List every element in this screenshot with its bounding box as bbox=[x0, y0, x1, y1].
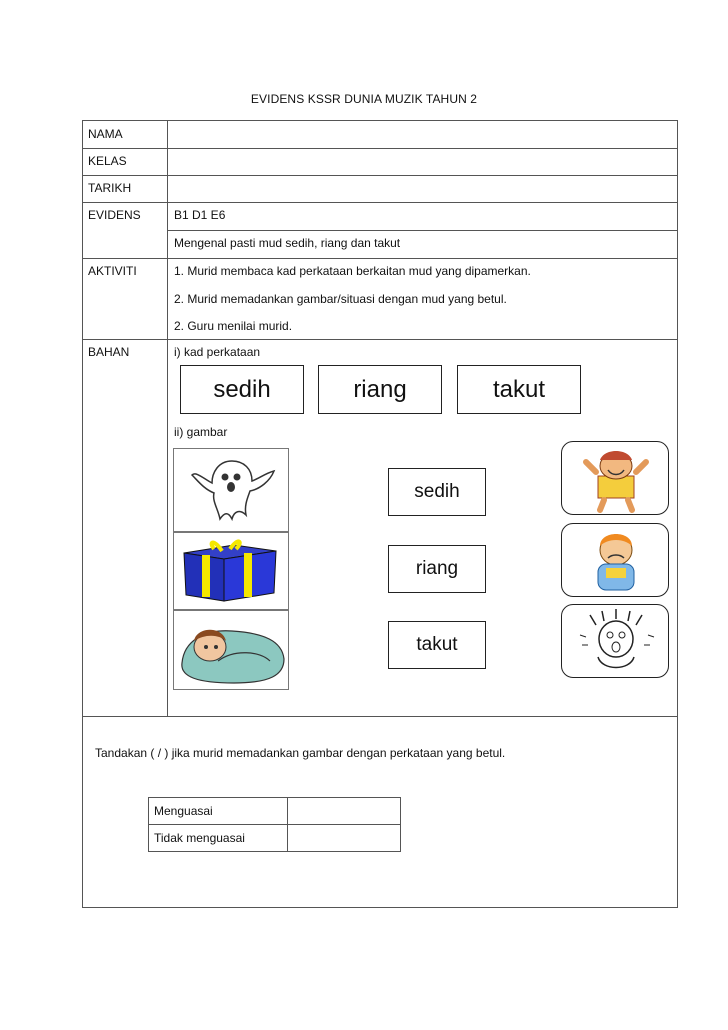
label-tarikh: TARIKH bbox=[88, 181, 132, 195]
word-card-sedih: sedih bbox=[180, 365, 304, 414]
sad-child-image bbox=[561, 523, 669, 597]
assessment-label: Tidak menguasai bbox=[149, 825, 288, 852]
label-aktiviti: AKTIVITI bbox=[88, 264, 137, 278]
label-nama: NAMA bbox=[88, 127, 123, 141]
scared-child-image bbox=[561, 604, 669, 678]
evidens-code: B1 D1 E6 bbox=[174, 208, 226, 222]
row-divider bbox=[83, 258, 677, 259]
assessment-row bbox=[149, 798, 401, 825]
evidens-description: Mengenal pasti mud sedih, riang dan takut bbox=[174, 236, 401, 250]
match-card-sedih: sedih bbox=[388, 468, 486, 516]
assessment-mark-cell[interactable] bbox=[288, 825, 401, 852]
assessment-table bbox=[148, 797, 401, 852]
row-divider bbox=[167, 230, 677, 231]
label-bahan: BAHAN bbox=[88, 345, 130, 359]
assessment-label: Menguasai bbox=[149, 798, 288, 825]
match-card-riang: riang bbox=[388, 545, 486, 593]
gift-box-image bbox=[173, 532, 289, 610]
aktiviti-item: 2. Murid memadankan gambar/situasi dengan mud yang betul. bbox=[174, 292, 507, 306]
column-divider bbox=[167, 121, 168, 716]
ghost-image bbox=[173, 448, 289, 532]
match-card-takut: takut bbox=[388, 621, 486, 669]
nama-field[interactable] bbox=[168, 122, 677, 148]
tarikh-field[interactable] bbox=[168, 176, 677, 202]
label-kelas: KELAS bbox=[88, 154, 127, 168]
aktiviti-item: 2. Guru menilai murid. bbox=[174, 319, 293, 333]
row-divider bbox=[83, 339, 677, 340]
row-divider bbox=[83, 202, 677, 203]
aktiviti-item: 1. Murid membaca kad perkataan berkaitan mud yang dipamerkan. bbox=[174, 264, 531, 278]
sick-child-image bbox=[173, 610, 289, 690]
bahan-item-pictures: ii) gambar bbox=[174, 425, 228, 439]
word-card-riang: riang bbox=[318, 365, 442, 414]
page-title: EVIDENS KSSR DUNIA MUZIK TAHUN 2 bbox=[250, 92, 478, 106]
label-evidens: EVIDENS bbox=[88, 208, 141, 222]
assessment-mark-cell[interactable] bbox=[288, 798, 401, 825]
cheerful-child-image bbox=[561, 441, 669, 515]
bahan-item-word-cards: i) kad perkataan bbox=[174, 345, 261, 359]
kelas-field[interactable] bbox=[168, 149, 677, 175]
evidence-form bbox=[82, 120, 678, 908]
assessment-row bbox=[149, 825, 401, 852]
word-card-takut: takut bbox=[457, 365, 581, 414]
row-divider bbox=[83, 716, 677, 717]
instruction-text: Tandakan ( / ) jika murid memadankan gambar dengan perkataan yang betul. bbox=[95, 746, 506, 760]
